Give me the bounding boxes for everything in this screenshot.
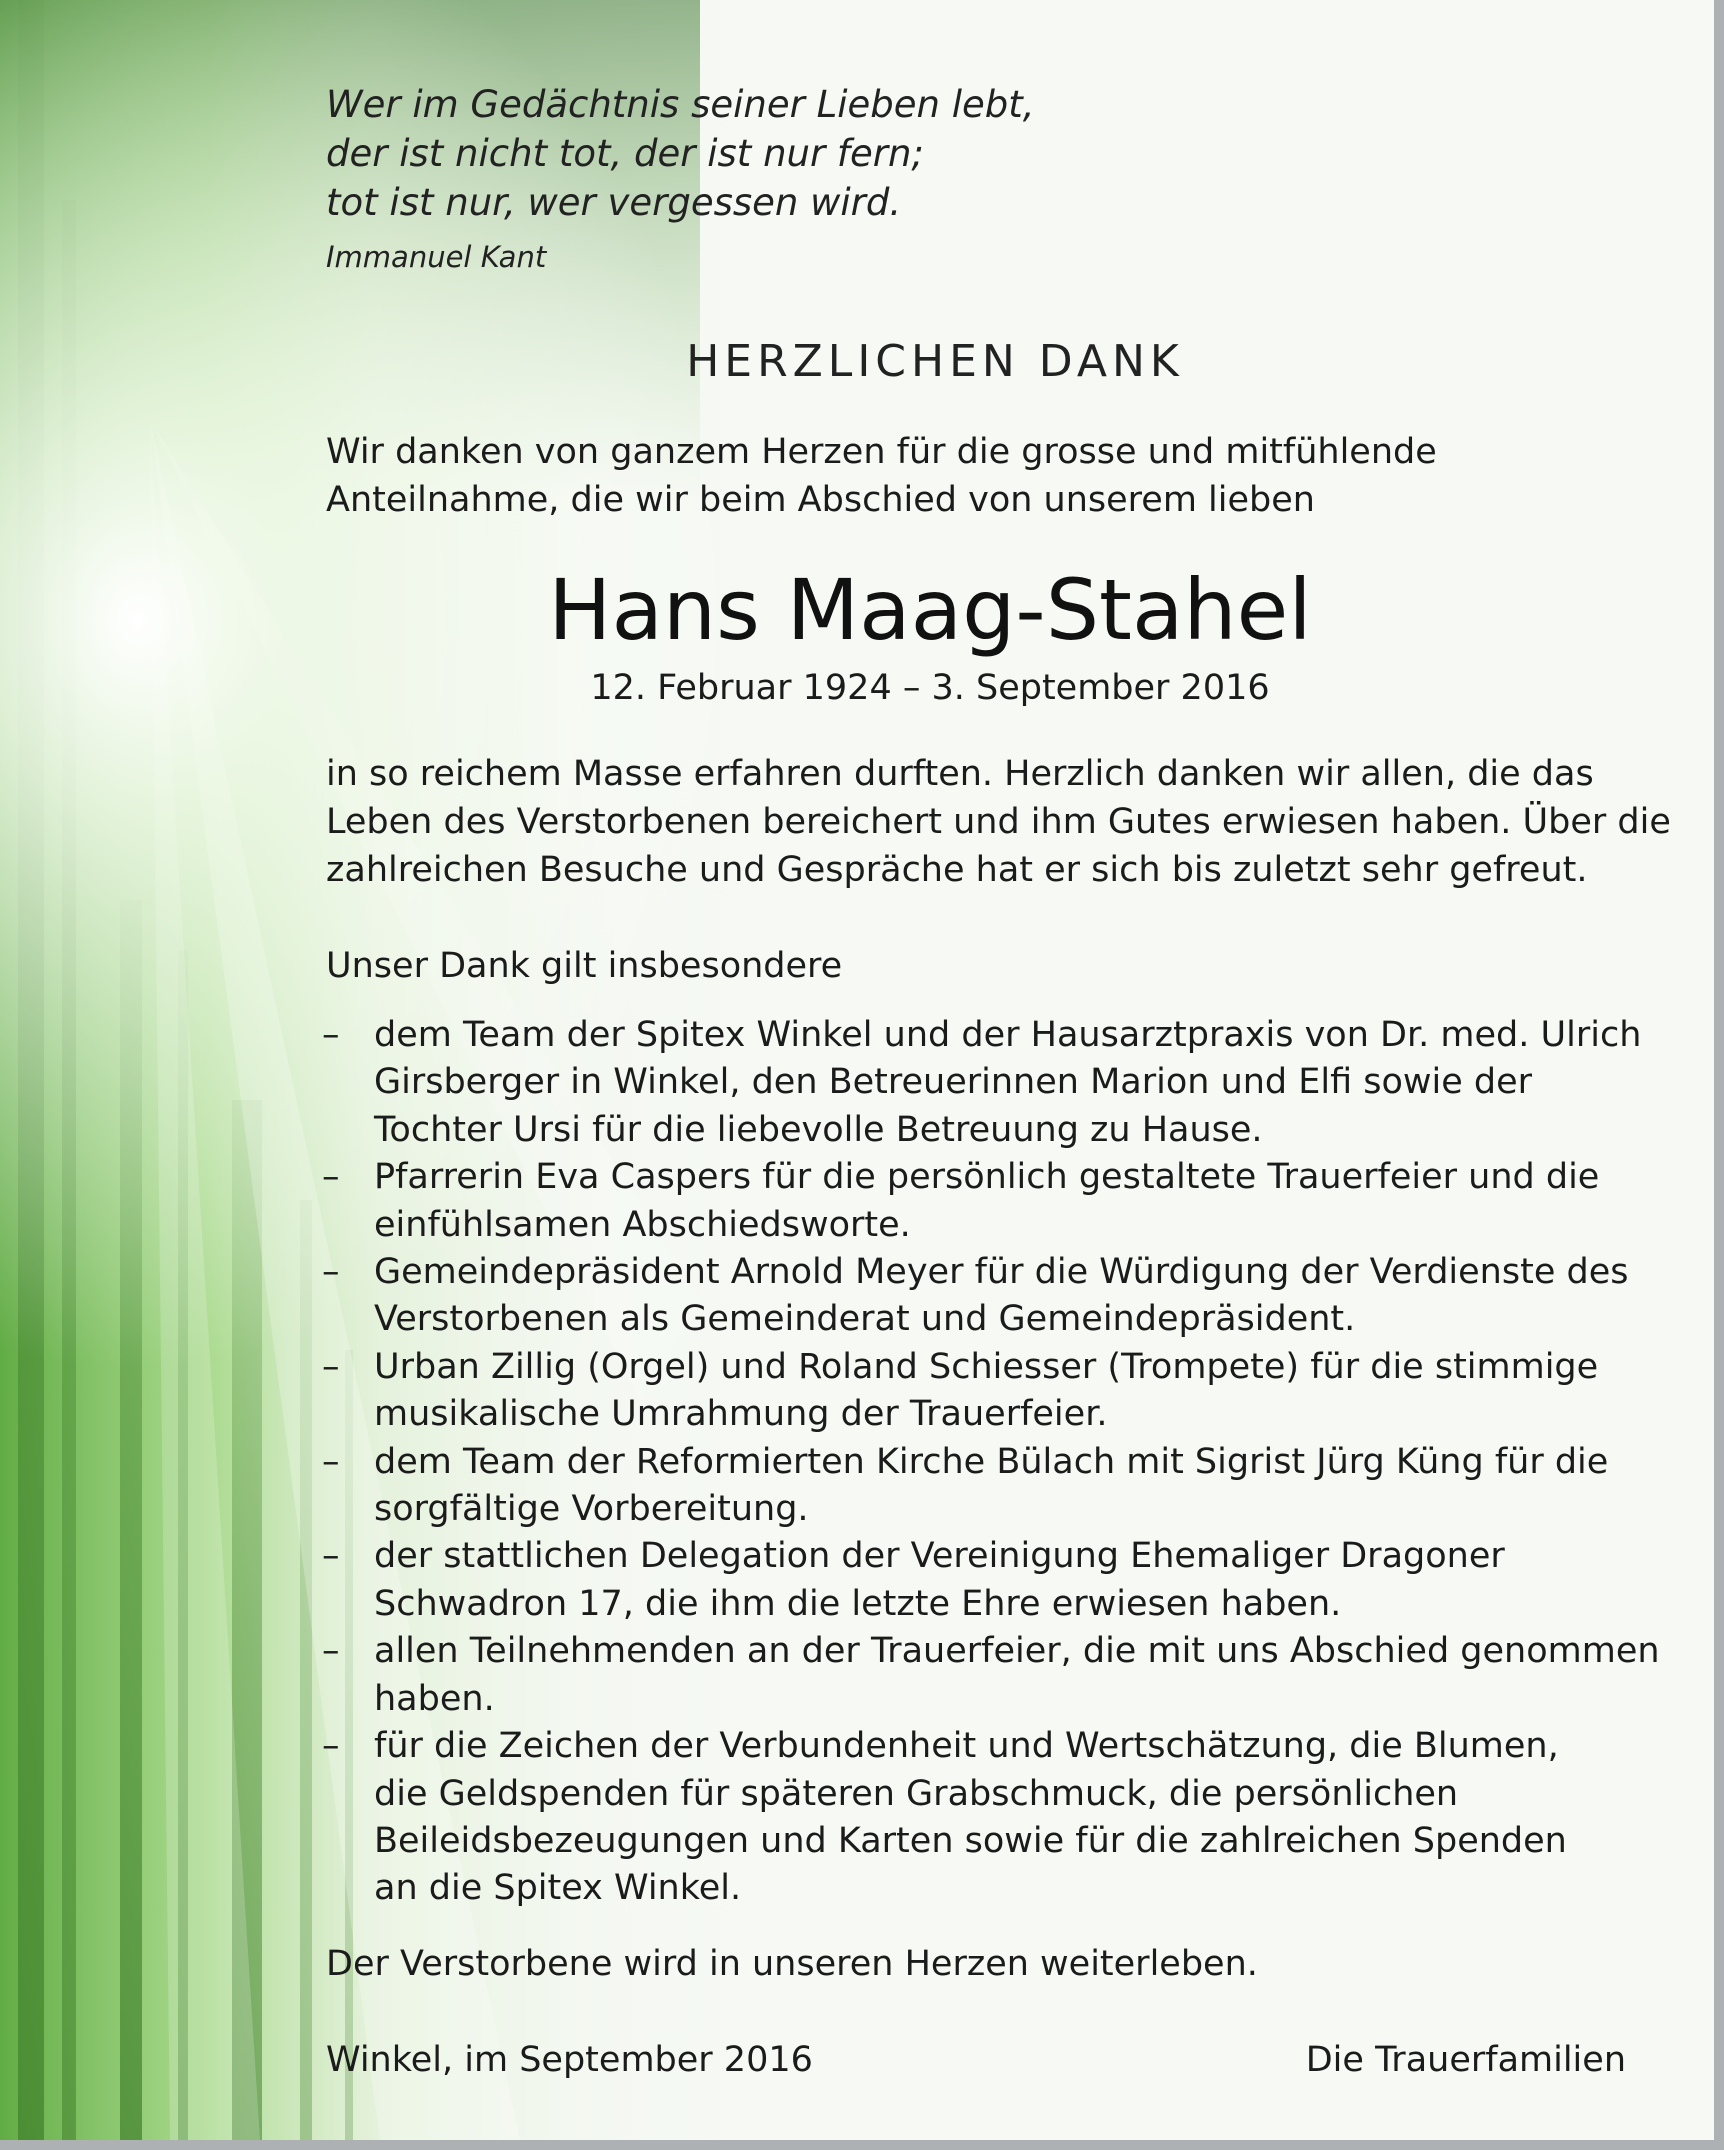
dash-bullet: – [322, 1631, 340, 1672]
list-item-line: haben. [374, 1678, 495, 1719]
dash-bullet: – [322, 1726, 340, 1767]
list-item [322, 1249, 1702, 1344]
deceased-name: Hans Maag-Stahel [548, 561, 1312, 659]
list-item-line: Schwadron 17, die ihm die letzte Ehre erwiesen haben. [374, 1583, 1342, 1624]
dash-bullet: – [322, 1157, 340, 1198]
quote-author: Immanuel Kant [326, 240, 547, 274]
paragraph-line: in so reichem Masse erfahren durften. Herzlich danken wir allen, die das [326, 754, 1594, 794]
list-item-line: musikalische Umrahmung der Trauerfeier. [374, 1394, 1108, 1435]
thanks-paragraph [326, 750, 1686, 894]
dash-bullet: – [322, 1536, 340, 1577]
closing-text: Der Verstorbene wird in unseren Herzen weiterleben. [326, 1944, 1258, 1984]
list-item-line: sorgfältige Vorbereitung. [374, 1489, 809, 1530]
paragraph-line: Leben des Verstorbenen bereichert und ihm Gutes erwiesen haben. Über die [326, 802, 1671, 842]
intro-line: Anteilnahme, die wir beim Abschied von unserem lieben [326, 480, 1315, 520]
page-title: HERZLICHEN DANK [686, 336, 1184, 387]
list-item [322, 1154, 1702, 1249]
list-item-line: die Geldspenden für späteren Grabschmuck, die persönlichen [374, 1773, 1459, 1814]
list-item-line: für die Zeichen der Verbundenheit und Wertschätzung, die Blumen, [374, 1726, 1559, 1767]
list-item [322, 1723, 1702, 1913]
list-item [322, 1628, 1702, 1723]
quote-line: tot ist nur, wer vergessen wird. [326, 181, 902, 224]
signature: Die Trauerfamilien [1305, 2040, 1626, 2080]
list-item [322, 1439, 1702, 1534]
intro-line: Wir danken von ganzem Herzen für die grosse und mitfühlende [326, 432, 1437, 472]
list-item-line: einfühlsamen Abschiedsworte. [374, 1204, 911, 1245]
list-item-line: Beileidsbezeugungen und Karten sowie für die zahlreichen Spenden [374, 1820, 1567, 1861]
quote-line: Wer im Gedächtnis seiner Lieben lebt, [326, 83, 1035, 126]
dash-bullet: – [322, 1441, 340, 1482]
list-item-line: Verstorbenen als Gemeinderat und Gemeindepräsident. [374, 1299, 1356, 1340]
list-item [322, 1012, 1702, 1154]
list-item-line: an die Spitex Winkel. [374, 1868, 742, 1909]
place-date: Winkel, im September 2016 [326, 2040, 813, 2080]
thanks-list [322, 1012, 1702, 1913]
deceased-dates: 12. Februar 1924 – 3. September 2016 [590, 668, 1270, 708]
thanks-intro: Unser Dank gilt insbesondere [326, 946, 843, 986]
dash-bullet: – [322, 1252, 340, 1293]
list-item-line: Gemeindepräsident Arnold Meyer für die Würdigung der Verdienste des [374, 1252, 1629, 1293]
quote [326, 80, 1035, 227]
dash-bullet: – [322, 1346, 340, 1387]
list-item-line: Urban Zillig (Orgel) und Roland Schiesser (Trompete) für die stimmige [374, 1346, 1599, 1387]
dash-bullet: – [322, 1015, 340, 1055]
paragraph-line: zahlreichen Besuche und Gespräche hat er sich bis zuletzt sehr gefreut. [326, 850, 1588, 890]
list-item [322, 1344, 1702, 1439]
list-item-line: der stattlichen Delegation der Vereinigung Ehemaliger Dragoner [374, 1536, 1505, 1577]
list-item-line: dem Team der Spitex Winkel und der Hausarztpraxis von Dr. med. Ulrich [374, 1015, 1642, 1055]
list-item-line: Tochter Ursi für die liebevolle Betreuung zu Hause. [374, 1109, 1263, 1150]
list-item [322, 1533, 1702, 1628]
list-item-line: Pfarrerin Eva Caspers für die persönlich gestaltete Trauerfeier und die [374, 1157, 1600, 1198]
intro-text [326, 428, 1666, 524]
list-item-line: allen Teilnehmenden an der Trauerfeier, die mit uns Abschied genommen [374, 1631, 1660, 1672]
list-item-line: Girsberger in Winkel, den Betreuerinnen Marion und Elfi sowie der [374, 1062, 1533, 1103]
quote-line: der ist nicht tot, der ist nur fern; [326, 132, 924, 175]
list-item-line: dem Team der Reformierten Kirche Bülach mit Sigrist Jürg Küng für die [374, 1441, 1609, 1482]
